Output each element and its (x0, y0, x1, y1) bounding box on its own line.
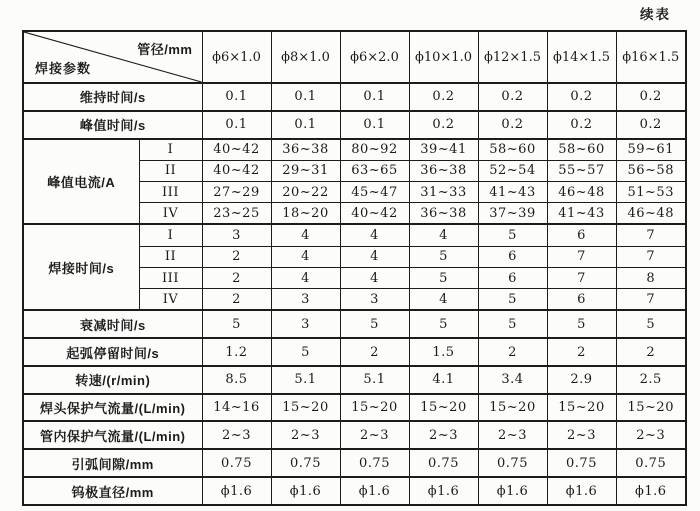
value-cell: 39~41 (409, 139, 478, 161)
continued-table-label: 续表 (640, 7, 671, 22)
corner-column-axis-label: 管径/mm (137, 42, 193, 57)
row-label: 转速/(r/min) (23, 366, 202, 394)
row-group-label: 焊接时间/s (23, 224, 139, 310)
value-cell: ϕ1.6 (202, 477, 271, 505)
value-cell: 0.2 (547, 111, 616, 139)
value-cell: 3 (271, 289, 340, 311)
value-cell: 18~20 (271, 203, 340, 225)
row-label: 钨极直径/mm (23, 477, 202, 505)
column-header: ϕ6×1.0 (202, 31, 271, 83)
value-cell: 15~20 (340, 394, 409, 422)
value-cell: 1.2 (202, 338, 271, 366)
value-cell: 5 (202, 310, 271, 338)
value-cell: 7 (616, 289, 686, 311)
value-cell: 36~38 (409, 203, 478, 225)
value-cell: 0.2 (409, 111, 478, 139)
value-cell: 2 (202, 246, 271, 267)
value-cell: 4 (340, 224, 409, 246)
value-cell: 0.1 (271, 83, 340, 111)
subrow-level-label: I (139, 224, 202, 246)
value-cell: 2~3 (202, 421, 271, 449)
subrow-level-label: IV (139, 203, 202, 225)
table-row (23, 111, 686, 139)
value-cell: 0.2 (616, 83, 686, 111)
value-cell: 4 (409, 289, 478, 311)
value-cell: 41~43 (478, 182, 547, 203)
value-cell: 4 (271, 267, 340, 288)
value-cell: 36~38 (271, 139, 340, 161)
value-cell: 4 (271, 246, 340, 267)
value-cell: 52~54 (478, 160, 547, 181)
value-cell: 7 (547, 267, 616, 288)
value-cell: 2 (616, 338, 686, 366)
value-cell: 15~20 (478, 394, 547, 422)
column-header: ϕ16×1.5 (616, 31, 686, 83)
subrow-level-label: IV (139, 289, 202, 311)
header-row (23, 31, 686, 83)
value-cell: 4 (340, 267, 409, 288)
value-cell: 6 (547, 224, 616, 246)
value-cell: ϕ1.6 (271, 477, 340, 505)
value-cell: 58~60 (478, 139, 547, 161)
value-cell: 40~42 (202, 139, 271, 161)
value-cell: 36~38 (409, 160, 478, 181)
value-cell: 2~3 (478, 421, 547, 449)
value-cell: ϕ1.6 (616, 477, 686, 505)
value-cell: 5 (478, 224, 547, 246)
row-label: 起弧停留时间/s (23, 338, 202, 366)
value-cell: 0.1 (202, 111, 271, 139)
row-label: 引弧间隙/mm (23, 449, 202, 477)
table-row (23, 394, 686, 422)
value-cell: 0.1 (202, 83, 271, 111)
corner-cell (23, 31, 202, 83)
value-cell: 4.1 (409, 366, 478, 394)
value-cell: 3 (271, 310, 340, 338)
value-cell: 2.5 (616, 366, 686, 394)
subrow-level-label: III (139, 182, 202, 203)
value-cell: 15~20 (616, 394, 686, 422)
subrow-level-label: II (139, 246, 202, 267)
row-label: 焊头保护气流量/(L/min) (23, 394, 202, 422)
value-cell: 56~58 (616, 160, 686, 181)
value-cell: 5 (478, 310, 547, 338)
value-cell: 27~29 (202, 182, 271, 203)
value-cell: ϕ1.6 (340, 477, 409, 505)
table-row (23, 83, 686, 111)
value-cell: 1.5 (409, 338, 478, 366)
value-cell: 6 (478, 267, 547, 288)
value-cell: 4 (340, 246, 409, 267)
table-row (23, 139, 686, 161)
table-row (23, 338, 686, 366)
value-cell: 5 (340, 310, 409, 338)
value-cell: 0.2 (478, 111, 547, 139)
value-cell: 0.1 (271, 111, 340, 139)
value-cell: 2 (547, 338, 616, 366)
row-label: 峰值时间/s (23, 111, 202, 139)
value-cell: 0.2 (547, 83, 616, 111)
value-cell: 4 (271, 224, 340, 246)
value-cell: 23~25 (202, 203, 271, 225)
value-cell: 0.75 (271, 449, 340, 477)
value-cell: 14~16 (202, 394, 271, 422)
table-row (23, 449, 686, 477)
value-cell: 5 (409, 310, 478, 338)
value-cell: 5.1 (340, 366, 409, 394)
value-cell: 6 (547, 289, 616, 311)
table-body (23, 83, 686, 505)
value-cell: 2 (340, 338, 409, 366)
value-cell: 31~33 (409, 182, 478, 203)
value-cell: 59~61 (616, 139, 686, 161)
value-cell: 8 (616, 267, 686, 288)
value-cell: 5 (478, 289, 547, 311)
value-cell: 46~48 (547, 182, 616, 203)
value-cell: ϕ1.6 (547, 477, 616, 505)
table-row (23, 310, 686, 338)
row-label: 管内保护气流量/(L/min) (23, 421, 202, 449)
welding-parameters-table (22, 30, 687, 506)
value-cell: ϕ1.6 (409, 477, 478, 505)
value-cell: 7 (616, 224, 686, 246)
value-cell: 6 (478, 246, 547, 267)
value-cell: 7 (616, 246, 686, 267)
value-cell: 0.75 (340, 449, 409, 477)
value-cell: 5.1 (271, 366, 340, 394)
value-cell: 5 (616, 310, 686, 338)
value-cell: 40~42 (340, 203, 409, 225)
table-row (23, 477, 686, 505)
value-cell: 29~31 (271, 160, 340, 181)
value-cell: 45~47 (340, 182, 409, 203)
subrow-level-label: I (139, 139, 202, 161)
table-row (23, 224, 686, 246)
value-cell: 2~3 (409, 421, 478, 449)
value-cell: 0.1 (340, 83, 409, 111)
row-label: 维持时间/s (23, 83, 202, 111)
value-cell: 40~42 (202, 160, 271, 181)
value-cell: 0.75 (409, 449, 478, 477)
value-cell: 8.5 (202, 366, 271, 394)
subrow-level-label: III (139, 267, 202, 288)
value-cell: 20~22 (271, 182, 340, 203)
value-cell: 15~20 (547, 394, 616, 422)
value-cell: 15~20 (409, 394, 478, 422)
value-cell: 0.1 (340, 111, 409, 139)
row-label: 衰减时间/s (23, 310, 202, 338)
value-cell: 4 (409, 224, 478, 246)
table-row (23, 421, 686, 449)
value-cell: 0.2 (409, 83, 478, 111)
value-cell: 63~65 (340, 160, 409, 181)
value-cell: 37~39 (478, 203, 547, 225)
value-cell: 2 (478, 338, 547, 366)
value-cell: 3 (340, 289, 409, 311)
row-group-label: 峰值电流/A (23, 139, 139, 225)
column-header: ϕ8×1.0 (271, 31, 340, 83)
value-cell: 2.9 (547, 366, 616, 394)
value-cell: ϕ1.6 (478, 477, 547, 505)
value-cell: 80~92 (340, 139, 409, 161)
value-cell: 2~3 (271, 421, 340, 449)
value-cell: 58~60 (547, 139, 616, 161)
value-cell: 55~57 (547, 160, 616, 181)
value-cell: 2~3 (616, 421, 686, 449)
subrow-level-label: II (139, 160, 202, 181)
value-cell: 41~43 (547, 203, 616, 225)
value-cell: 3.4 (478, 366, 547, 394)
corner-row-axis-label: 焊接参数 (35, 61, 92, 76)
value-cell: 5 (271, 338, 340, 366)
column-header: ϕ10×1.0 (409, 31, 478, 83)
value-cell: 0.75 (616, 449, 686, 477)
value-cell: 5 (547, 310, 616, 338)
value-cell: 0.75 (478, 449, 547, 477)
value-cell: 2 (202, 267, 271, 288)
value-cell: 2 (202, 289, 271, 311)
value-cell: 7 (547, 246, 616, 267)
value-cell: 5 (409, 267, 478, 288)
value-cell: 46~48 (616, 203, 686, 225)
value-cell: 0.75 (202, 449, 271, 477)
value-cell: 0.75 (547, 449, 616, 477)
value-cell: 3 (202, 224, 271, 246)
table-row (23, 366, 686, 394)
value-cell: 0.2 (616, 111, 686, 139)
column-header: ϕ14×1.5 (547, 31, 616, 83)
value-cell: 51~53 (616, 182, 686, 203)
value-cell: 0.2 (478, 83, 547, 111)
value-cell: 5 (409, 246, 478, 267)
column-header: ϕ6×2.0 (340, 31, 409, 83)
value-cell: 15~20 (271, 394, 340, 422)
value-cell: 2~3 (340, 421, 409, 449)
column-header: ϕ12×1.5 (478, 31, 547, 83)
value-cell: 2~3 (547, 421, 616, 449)
